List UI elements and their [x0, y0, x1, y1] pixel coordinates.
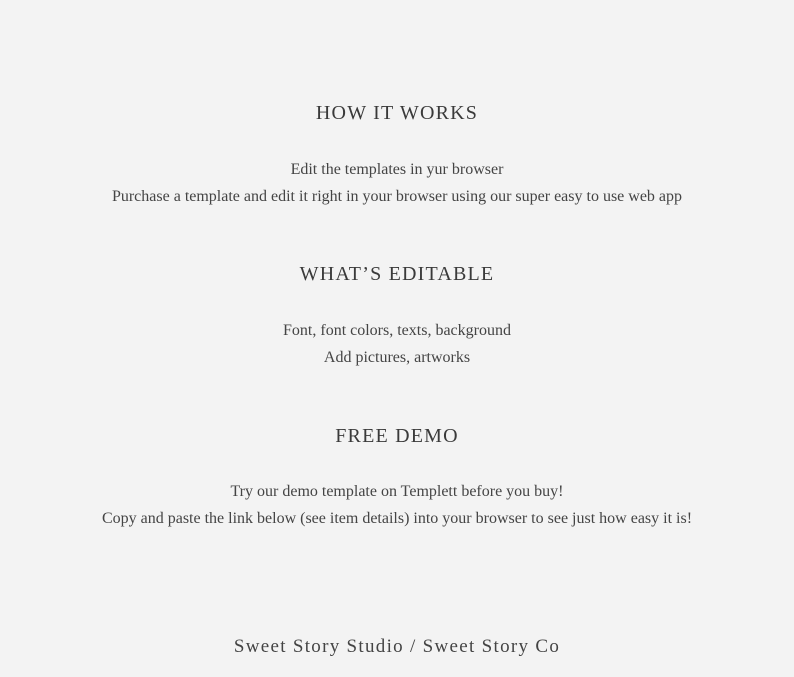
section-heading: WHAT’S EDITABLE [299, 263, 495, 285]
section-line: Add pictures, artworks [323, 349, 471, 366]
section-line: Purchase a template and edit it right in your browser using our super easy to use web app [111, 188, 683, 205]
section-line: Try our demo template on Templett before you buy! [230, 483, 564, 500]
section-heading: FREE DEMO [335, 425, 459, 447]
whats-editable-section [0, 262, 794, 371]
footer-credit: Sweet Story Studio / Sweet Story Co [233, 636, 561, 657]
section-line: Font, font colors, texts, background [283, 322, 511, 339]
section-line: Copy and paste the link below (see item details) into your browser to see just how easy it is! [101, 510, 693, 527]
section-line: Edit the templates in yur browser [290, 161, 504, 178]
section-heading: HOW IT WORKS [315, 102, 479, 124]
how-it-works-section [0, 101, 794, 210]
free-demo-section [0, 424, 794, 532]
